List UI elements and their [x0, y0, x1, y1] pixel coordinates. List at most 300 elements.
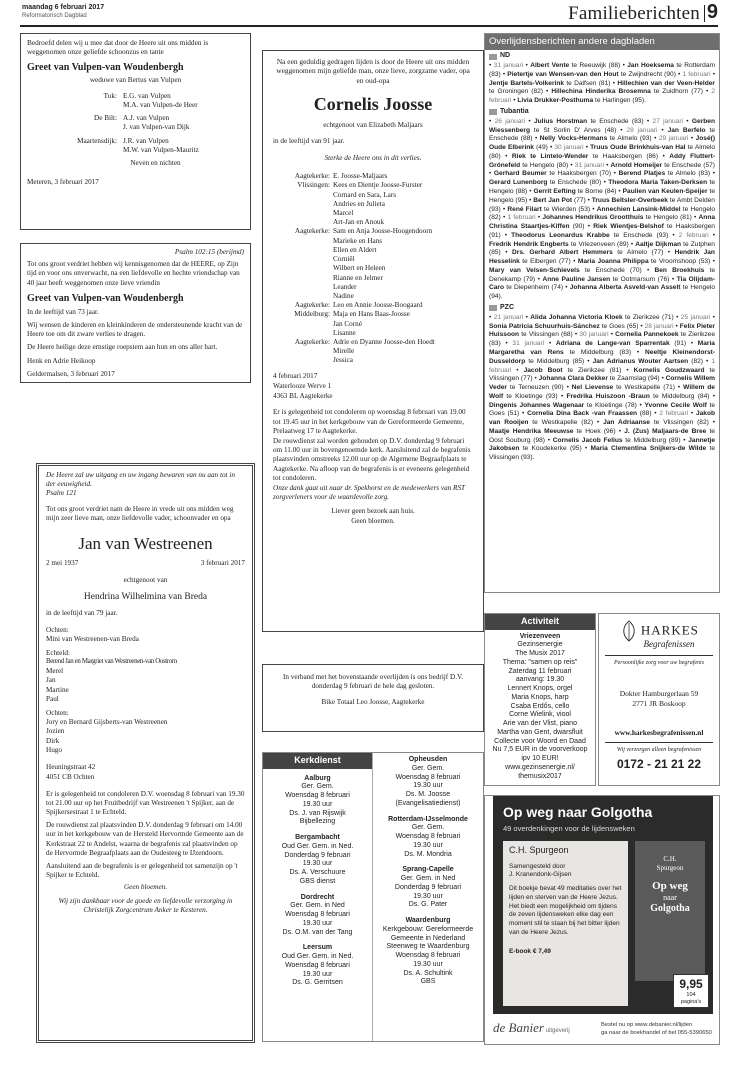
- ad3-born: 2 mei 1937: [46, 558, 79, 567]
- book-price-tag: [673, 974, 709, 1008]
- ad3-verse-ref: Psalm 121: [46, 489, 77, 498]
- kerkdienst-line: Woensdag 8 februari: [285, 792, 350, 800]
- header-paper: Reformatorisch Dagblad: [22, 13, 87, 19]
- overview-entry-rest: te Terneuzen (90): [509, 384, 564, 392]
- kerkdienst-line: Ds. G. Pater: [408, 901, 448, 909]
- ad3-spouse-label: echtgenoot van: [123, 576, 168, 585]
- book-title: Op weg naar Golgotha: [503, 804, 653, 820]
- overview-entry-name: Riek te Lintelo-Wender: [511, 152, 589, 160]
- ad4-family-line: Leo en Annie Joosse-Boogaard: [333, 301, 423, 310]
- kerkdienst-place: Waardenburg: [405, 917, 451, 924]
- ad1-family-name: M.W. van Vulpen-Mauritz: [123, 145, 199, 154]
- overview-entry-name: Livia Drukker-Posthuma: [517, 97, 594, 105]
- overview-entry-name: Tia Olijdam-Caro: [489, 275, 715, 292]
- activiteit-line: themusix2017: [518, 772, 562, 780]
- ad4-family-place: Aagtekerke:: [294, 338, 330, 347]
- overview-entry-rest: te Westkapelle (82): [532, 419, 594, 427]
- kerkdienst-line: 19.30 uur: [302, 919, 333, 927]
- kerkdienst-line: Woensdag 8 februari: [395, 773, 461, 781]
- ad1-footer: Meteren, 3 februari 2017: [27, 178, 99, 187]
- overview-entry-rest: te Enschede (88): [489, 126, 716, 143]
- overview-entry-name: Mary van Velsen-Schievels: [489, 266, 580, 274]
- ad3-family-line: Jan: [46, 676, 56, 685]
- kerkdienst-line: Ds. O.M. van der Tang: [282, 928, 353, 936]
- kerkdienst-line: 19.30 uur: [302, 800, 333, 808]
- overview-entry-rest: te Hengelo (81): [645, 214, 692, 222]
- overview-entry-rest: te Almelo (80): [489, 144, 715, 160]
- publisher-name: de Banier: [493, 1020, 544, 1035]
- overview-entry-name: Willem de Wolf: [489, 384, 715, 400]
- overview-entry-rest: te Almelo (93): [609, 135, 652, 143]
- overview-entry-rest: te Enschede (83): [590, 117, 644, 125]
- overview-entry-name: Cornelia Dina Back -van Fraassen: [527, 410, 638, 418]
- kerkdienst-line: 19.30 uur: [413, 892, 443, 900]
- ad3-family-line: Merel: [46, 667, 64, 676]
- page-number: 9: [706, 1, 718, 23]
- ad4-family-group: [273, 338, 473, 366]
- overview-entry-rest: te Diepenheim (74): [506, 284, 564, 292]
- ad4-family-names: [333, 338, 435, 366]
- overview-entry-name: Cornelia Pannekoek: [615, 331, 679, 339]
- kerkdienst-line: Woensdag 8 februari: [285, 911, 350, 919]
- ad4-family-line: Wilbert en Heleen: [333, 264, 386, 273]
- ad3-family-line: Dirk: [46, 736, 60, 745]
- overview-entry-date: 29 januari: [658, 135, 689, 143]
- overview-body: [485, 52, 719, 463]
- overview-entry-rest: te Enschede (93): [613, 231, 669, 239]
- overview-section-name: ND: [500, 52, 511, 60]
- overview-entry-rest: te Middelburg (84): [653, 392, 710, 400]
- overview-entry-name: Drs. Gerhard Albert Hemmers: [512, 249, 613, 257]
- overview-entry-name: Gerard Lunenborg: [489, 179, 548, 187]
- ad4-date: 4 februari 2017: [273, 371, 318, 380]
- header-date: maandag 6 februari 2017: [22, 4, 105, 11]
- overview-entry-rest: te Almelo (77): [617, 249, 664, 257]
- ad4-family-line: Maja en Hans Baas-Joosse: [333, 310, 410, 319]
- activiteit-line: Nu 7,5 EUR in de voorverkoop: [492, 746, 588, 754]
- book-pages2: pagina's: [680, 999, 702, 1006]
- activiteit-place: Vriezenveen: [519, 632, 561, 640]
- activiteit-line: www.gezinsenergie.nl/: [505, 763, 575, 771]
- ad4-family-line: Jessica: [333, 356, 353, 365]
- kerkdienst-left: [263, 769, 372, 989]
- publisher-sub: uitgeverij: [545, 1028, 570, 1034]
- overview-entry-rest: te Middelburg (83): [569, 348, 632, 356]
- activiteit-line: Arie van der Vlist, piano: [503, 720, 577, 728]
- overview-section-name: Tubantia: [500, 107, 529, 115]
- ad3-service: De rouwdienst zal plaatsvinden D.V. donderdag 9 februari om 14.00 uur in het kerkgebouw van de Hersteld Hervormde Gemeente aan de Kerkstraat 22 te Andelst, waarna de begrafenis zal plaatsvinden op de Hervormde Begraafplaats aan de Oudesteeg te IJzendoorn.: [46, 821, 244, 857]
- overview-section-text: • 31 januari • Albert Vente te Reeuwijk (88) • Jan Hoeksema te Rotterdam (83) • Pietertje van Wensen-van den Hout te Zwijndrecht (90) • 1 februari • Jentje Bartels-Volkerink te Dalfsen (81) • Hillechien van der Veen-Helder te Groningen (82) • Hillechina Hinderika Brosemna te Zuidhorn (77) • 2 februari • Livia Drukker-Posthuma te Harlingen (95).: [489, 62, 716, 105]
- activiteit-line: aanvang: 19.30: [515, 676, 565, 684]
- overview-entry-name: Jakob van Rooijen: [489, 410, 716, 427]
- ad1-family-name: J. van Vulpen-van Dijk: [123, 123, 190, 132]
- overview-entry-rest: te Almelo (83): [667, 170, 711, 178]
- ad1-intro: Bedroefd delen wij u mee dat door de Heere uit ons midden is weggenomen onze geliefde schoonzus en tante: [27, 38, 209, 57]
- overview-entry-rest: te Dalfsen (81): [566, 79, 611, 87]
- ad4-family-group: [273, 310, 473, 338]
- ad2-intro: Tot ons groot verdriet hebben wij kennisgenomen dat de HEERE, op Zijn tijd en voor ons onverwacht, na een liefdevolle en hechte vriendschap van 40 jaar heeft weggenomen onze lieve vriendin: [27, 260, 240, 287]
- ad1-family-names: [123, 137, 199, 155]
- overview-entry-name: Truus Beltsler-Overbeek: [591, 196, 668, 204]
- overview-entry-rest: te Borne (84): [577, 188, 617, 196]
- ad4-family-line: Mirelle: [333, 347, 355, 356]
- overview-entry-name: Jan Berfelo: [667, 126, 706, 134]
- section-title: Familieberichten: [568, 3, 700, 24]
- overview-entry-rest: te Westkapelle (71): [616, 384, 675, 392]
- ad4-address2: 4363 BL Aagtekerke: [273, 392, 333, 401]
- overview-entry-name: Yvonne Cecile Wolf: [644, 401, 707, 409]
- ad4-family-group: [273, 227, 473, 301]
- kerkdienst-place: Dordrecht: [300, 893, 335, 901]
- activiteit-line: Martha van Gent, dwarsfluit: [497, 728, 583, 736]
- overview-entry-rest: (90): [572, 223, 585, 231]
- overview-section-text: • 26 januari • Julius Horstman te Enschede (83) • 27 januari • Gerben Wiessenberg te St Sorlin D' Arves (48) • 28 januari • Jan Berfelo te Enschede (88) • Nelly Vocks-Hermans te Almelo (93) • 29 januari • José() Oude Elberink (49) • 30 januari • Truus Oude Brinkhuis-van Hal te Almelo (80) • Riek te Lintelo-Wender te Haaksbergen (86) • Addy Fluttert-Grönefeld te Hengelo (80) • 31 januari • Arnold Homeijer te Enschede (57) • Gerhard Beumer te Haaksbergen (70) • Berend Platjes te Almelo (83) • Gerard Lunenborg te Enschede (80) • Theodora Maria Taken-Derksen te Hengelo (88) • Gerrit Eefting te Borne (84) • Paulien van Keulen-Speijer te Hengelo (95) • Bert Jan Pot (77) • Truus Beltsler-Overbeek te Ambt Delden (93) • René Filart te Wierden (53) • Annechien Lansink-Middel te Hengelo (82) • 1 februari • Johannes Hendrikus Grootthuis te Hengelo (81) • Anna Christina Staartjes-Kiffen (90) • Riek Wientjes-Belshof te Haaksbergen (91) • Theodorus Leonardus Krabbe te Enschede (93) • 2 februari • Fredrik Hendrik Engberts te Vriezenveen (89) • Aaltje Dijkman te Zutphen (85) • Drs. Gerhard Albert Hemmers te Almelo (77) • Hendrik Jan Hesselink te Eibergen (77) • Maria Joanna Philippa te Vroomshoop (53) • Mary van Velsen-Schievels te Enschede (70) • Ben Broekhuis te Denekamp (79) • Anne Pauline Jansen te Ootmarsum (76) • Tia Olijdam-Caro te Diepenheim (74) • Johanna Alberta Asveld-van Asselt te Hengelo (94).: [489, 117, 716, 301]
- ad-heikoop: [20, 243, 251, 383]
- ad3-age: in de leeftijd van 79 jaar.: [46, 609, 118, 618]
- overview-entry-rest: te Eibergen (77): [522, 258, 571, 266]
- ad4-intro: Na een geduldig gedragen lijden is door de Heere uit ons midden weggenomen mijn geliefde man, onze lieve, zorgzame vader, opa en oud-opa: [276, 57, 470, 85]
- overview-entry-rest: te Zwijndrecht (90): [620, 70, 676, 78]
- overview-section-label: [489, 108, 715, 117]
- ad4-family-place: Middelburg:: [294, 310, 330, 319]
- overview-entry-date: 2 februari: [489, 88, 715, 105]
- ad4-family-names: [333, 301, 423, 310]
- ad3-family-line: Berend Jan en Margriet van Westreenen-van Oostrom: [46, 658, 177, 666]
- kerkdienst-item: [373, 917, 483, 987]
- kerkdienst-line: (Evangelisatiedienst): [395, 799, 461, 807]
- overview-entry-rest: te Hengelo (80): [522, 161, 569, 169]
- kerkdienst-line: Steenweg te Waardenburg: [386, 943, 470, 951]
- overview-entry-rest: te Hengelo (82): [489, 205, 716, 222]
- harkes-web[interactable]: www.harkesbegrafenissen.nl: [614, 728, 704, 738]
- overview-entry-name: Albert Vente: [530, 62, 570, 70]
- overview-entry-date: 31 januari: [574, 161, 605, 169]
- ad4-family-line: Kees en Dientje Joosse-Furster: [333, 181, 423, 190]
- overview-entry-name: Maria Clementina Snijkers-de Wilde: [590, 445, 707, 453]
- overview-entry-rest: te Hengelo (88): [489, 179, 715, 196]
- kerkdienst-line: Oud Ger. Gem. in Ned.: [281, 953, 354, 961]
- ad3-family-line: Jozien: [46, 727, 65, 736]
- ad1-family-names: [123, 114, 190, 132]
- ad1-family-name: E.G. van Vulpen: [123, 91, 171, 100]
- ad-joosse: [262, 50, 484, 632]
- overview-title: Overlijdensberichten andere dagbladen: [485, 34, 719, 50]
- kerkdienst-item: [263, 944, 372, 988]
- ad4-family-place: Aagtekerke:: [294, 227, 330, 236]
- activiteit-box: [484, 613, 596, 786]
- ad4-condolence: Er is gelegenheid tot condoleren op woensdag 8 februari van 19.00 tot 19.45 uur in het kerkgebouw van de Gereformeerde Gemeente, Prelaatweg 17 te Aagtekerke.: [273, 408, 466, 435]
- ad4-family-line: Lisanne: [333, 328, 356, 337]
- ad3-family-place: Ochten:: [46, 625, 69, 634]
- ad4-family-line: Sam en Anja Joosse-Hoogendoorn: [333, 227, 433, 236]
- book-order1[interactable]: Bestel nu op www.debanier.nl/lijden: [601, 1022, 693, 1028]
- ad1-family-name: A.J. van Vulpen: [123, 114, 170, 123]
- kerkdienst-place: Bergambacht: [295, 834, 340, 842]
- overview-entry-rest: te Enschede (70): [584, 266, 642, 274]
- overview-entry-name: Paulien van Keulen-Speijer: [622, 188, 708, 196]
- activiteit-line: Lennert Knops, orgel: [507, 685, 573, 693]
- overview-entry-rest: te Vlissingen (93).: [489, 445, 715, 462]
- kerkdienst-line: 19.30 uur: [302, 970, 333, 978]
- overview-entry-name: Truus Oude Brinkhuis-van Hal: [590, 144, 686, 152]
- overview-entry-rest: te Zierikzee (81): [567, 366, 622, 374]
- book-cover-author1: C.H.: [663, 855, 677, 863]
- ad4-family-names: [333, 227, 432, 301]
- kerkdienst-line: Donderdag 9 februari: [284, 851, 351, 859]
- ad5-signed: Bike Totaal Leo Joosse, Aagtekerke: [321, 698, 425, 707]
- overview-entry-name: Julius Horstman: [533, 117, 588, 125]
- overview-entry-rest: te Enschede (57): [664, 161, 715, 169]
- overview-entry-rest: te Denekamp (79): [489, 266, 716, 283]
- overview-entry-name: Annechien Lansink-Middel: [596, 205, 681, 213]
- ad4-family-line: Art-Jan en Anouk: [333, 218, 385, 227]
- overview-entry-rest: te Zuidhorn (77): [653, 88, 704, 96]
- header-divider: [704, 5, 705, 22]
- ad4-address1: Waterlooze Werve 1: [273, 381, 332, 390]
- ad4-family-line: E. Joosse-Maljaars: [333, 172, 388, 181]
- overview-entry-date: 30 januari: [579, 331, 609, 339]
- overview-entry-rest: te Kloetinge (78): [586, 401, 637, 409]
- activiteit-line: ipv 10 EUR!: [521, 755, 559, 763]
- ad1-name: Greet van Vulpen-van Woudenbergh: [27, 61, 184, 73]
- kerkdienst-line: Gemeente in Nederland: [390, 934, 466, 942]
- kerkdienst-line: Ger. Gem.: [411, 764, 445, 772]
- overview-entry-name: Felix Pieter Huissoon: [489, 322, 715, 339]
- overview-section-text: • 21 januari • Alida Johanna Victoria Kloek te Zierikzee (71) • 25 januari • Sonia Patricia Schuurhuis-Sánchez te Goes (65) • 28 januari • Felix Pieter Huissoon te Vlissingen (68) • 30 januari • Cornelia Pannekoek te Zierikzee (83) • 31 januari • Adriana de Lange-van Sparrentak (91) • Maria Margaretha van Rens te Middelburg (83) • Neeltje Kleinendorst-Dusseldorp te Middelburg (85) • Jan Adrianus Wouter Aartsen (82) • 1 februari • Jacob Boot te Zierikzee (81) • Kornelis Goudzwaard te Vlissingen (77) • Johanna Clara Dekker te Zaamslag (94) • Cornelis Willem Veder te Terneuzen (90) • Nel Lievense te Westkapelle (71) • Willem de Wolf te Kloetinge (93) • Fredrika Huiszoon -Braun te Middelburg (84) • Dingenis Johannes Wagenaar te Kloetinge (78) • Yvonne Cecile Wolf te Goes (51) • Cornelia Dina Back -van Fraassen (88) • 2 februari • Jakob van Rooijen te Westkapelle (82) • Jan Adriaanse te Vlissingen (82) • Maatje Hendrika Meeuwse te Hoek (96) • J. (Zus) Maljaars-de Bree te Oost Souburg (98) • Cornelis Jacob Felius te Middelburg (89) • Jannetje Jakobsen te Koudekerke (95) • Maria Clementina Snijkers-de Wilde te Vlissingen (93).: [489, 313, 716, 462]
- ad4-visit: Liever geen bezoek aan huis.: [331, 506, 415, 515]
- kerkdienst-line: Ger. Gem.: [301, 783, 334, 791]
- overview-entry-date: 27 januari: [652, 117, 683, 125]
- activiteit-title: Activiteit: [485, 614, 595, 630]
- overview-entry-rest: te Vroomshoop (53): [651, 258, 711, 266]
- overview-entry-rest: te Groningen (82): [489, 88, 544, 96]
- overview-entry-rest: te Hengelo (94).: [489, 284, 715, 301]
- ad4-family-names: [333, 172, 387, 181]
- ad1-family-group: [27, 137, 244, 155]
- kerkdienst-line: Ds. J. van Rijswijk: [289, 809, 346, 817]
- overview-entry-rest: te Harlingen (95).: [595, 97, 646, 105]
- ad2-age: In de leeftijd van 73 jaar.: [27, 307, 99, 316]
- overview-entry-date: 31 januari: [493, 62, 524, 70]
- kerkdienst-place: Aalburg: [304, 774, 331, 782]
- ad3-spouse: Hendrina Wilhelmina van Breda: [83, 592, 208, 603]
- kerkdienst-line: Kerkgebouw: Gereformeerde: [382, 925, 474, 933]
- kerkdienst-line: Ds. A. Verschuure: [289, 869, 346, 877]
- ad3-family-line: Martine: [46, 685, 69, 694]
- ad4-family-line: Marieke en Hans: [333, 236, 383, 245]
- ad4-family-names: [333, 310, 410, 338]
- overview-entry-name: Nelly Vocks-Hermans: [539, 135, 608, 143]
- kerkdienst-line: GBS dienst: [299, 877, 336, 885]
- overview-entry-date: 25 januari: [680, 313, 711, 321]
- book-cover: [635, 841, 705, 981]
- overview-entry-rest: te Vriezenveen (89): [570, 240, 629, 248]
- overview-entry-name: Fredrik Hendrik Engberts: [489, 240, 569, 248]
- ad3-family-line: Hugo: [46, 745, 62, 754]
- overview-entry-rest: (77): [573, 196, 586, 204]
- ad3-coffee: Aansluitend aan de begrafenis is er gelegenheid tot samenzijn op 't Spijker te Echteld.: [46, 862, 238, 880]
- overview-entry-date: 1 februari: [507, 214, 536, 222]
- ad4-family-group: [273, 181, 473, 227]
- overview-entry-name: Maatje Hendrika Meeuwse: [489, 427, 574, 435]
- kerkdienst-line: Oud Ger. Gem. in Ned.: [281, 842, 354, 850]
- overview-entry-rest: te Kloetinge (93): [506, 392, 558, 400]
- kerkdienst-place: Sprang-Capelle: [402, 866, 454, 874]
- ad3-address2: 4051 CB Ochten: [46, 773, 95, 782]
- overview-entry-name: Gerhard Beumer: [493, 170, 547, 178]
- ad4-family: [273, 172, 473, 366]
- ad1-family: [27, 92, 244, 155]
- kerkdienst-item: [373, 816, 483, 860]
- harkes-care: Wij verzorgen alleen begrafenissen: [616, 746, 702, 753]
- ad4-family-line: Ellen en Aldert: [333, 245, 377, 254]
- overview-entry-name: Alida Johanna Victoria Kloek: [530, 313, 623, 321]
- overview-entry-name: Theodora Maria Taken-Derksen: [608, 179, 708, 187]
- harkes-address1: Dokter Hamburgerlaan 59: [619, 689, 699, 699]
- ad4-family-line: Corniël: [333, 255, 355, 264]
- overview-entry-rest: te Vlissingen (68): [521, 331, 573, 339]
- kerkdienst-line: Bijbellezing: [299, 818, 336, 826]
- overview-entry-name: Bert Jan Pot: [533, 196, 573, 204]
- overview-entry-rest: te Koudekerke (95): [522, 445, 582, 453]
- ad4-service: De rouwdienst zal worden gehouden op D.V. donderdag 9 februari om 11.00 uur in bovengenoemde kerk. Aansluitend zal de begrafenis plaatsvinden omstreeks 12.00 uur op de Algemene Begraafplaats te Aagtekerke. Na afloop van de begrafenis is er eveneens gelegenheid tot condoleren.: [273, 437, 471, 482]
- ad1-widow: weduwe van Bertus van Vulpen: [89, 76, 182, 85]
- ad1-family-name: M.A. van Vulpen-de Heer: [123, 100, 198, 109]
- ad4-family-place: Aagtekerke:: [294, 172, 330, 181]
- overview-entry-name: Jan Hoeksema: [627, 62, 674, 70]
- kerkdienst-line: Ds. M. Joosse: [405, 791, 451, 798]
- ad4-flowers: Geen bloemen.: [351, 516, 395, 525]
- ad2-psalm: Psalm 102:15 (berijmd): [174, 248, 244, 256]
- ad2-prayer: De Heere heilige deze ernstige roepstem aan hun en ons aller hart.: [27, 343, 218, 352]
- activiteit-line: Thema: "samen op reis": [502, 658, 578, 666]
- overview-entry-name: Riek Wientjes-Belshof: [593, 223, 664, 231]
- overview-entry-date: 30 januari: [554, 144, 584, 152]
- ad3-condolence: Er is gelegenheid tot condoleren D.V. woensdag 8 februari van 19.30 tot 21.00 uur op het Fruitbedrijf van Westreenen 't Spijker, aan de Spijkersestraat 1 te Echteld.: [46, 789, 245, 816]
- section-marker: [489, 305, 497, 311]
- overview-entry-name: Adriana de Lange-van Sparrentak: [555, 340, 670, 348]
- kerkdienst-item: [263, 775, 372, 828]
- overview-entry-rest: te St Sorlin D' Arves (48): [533, 126, 617, 134]
- overview-entry-name: J. (Zus) Maljaars-de Bree: [624, 427, 707, 435]
- ad2-footer: Geldermalsen, 3 februari 2017: [27, 369, 115, 378]
- overview-entry-rest: (49): [536, 144, 548, 152]
- ad4-family-line: Marcel: [333, 208, 354, 217]
- activiteit-line: Corne Wielink, viool: [509, 711, 571, 719]
- overview-section-name: PZC: [500, 303, 514, 311]
- overview-entry-name: René Filart: [507, 205, 542, 213]
- book-author: C.H. Spurgeon: [509, 845, 569, 855]
- ad1-family-group: [27, 92, 244, 110]
- ad3-family-place: Ochten:: [46, 709, 69, 718]
- overview-entry-name: Anne Pauline Jansen: [542, 275, 611, 283]
- overview-entry-rest: te Zierikzee (71): [625, 313, 674, 321]
- ad1-family-names: [123, 92, 198, 110]
- ad4-name: Cornelis Joosse: [313, 94, 433, 115]
- harkes-tagline: Persoonlijke zorg voor uw begrafenis: [613, 659, 705, 666]
- overview-entry-name: Jan Adriaanse: [603, 419, 650, 427]
- ad4-family-line: Nadine: [333, 291, 354, 300]
- book-order2: ga naar de boekhandel of bel 055-5390650: [601, 1029, 712, 1036]
- overview-entry-name: Johanna Alberta Asveld-van Asselt: [569, 284, 681, 292]
- ad4-family-line: Andries en Julieta: [333, 199, 385, 208]
- kerkdienst-place: Leersum: [302, 944, 333, 952]
- ad4-spouse: echtgenoot van Elizabeth Maljaars: [323, 121, 423, 130]
- publisher-logo: [493, 1020, 570, 1037]
- overview-entry-name: Arnold Homeijer: [610, 161, 663, 169]
- ad3-thanks: Wij zijn dankbaar voor de goede en liefdevolle verzorging in Christelijk Zorgcentrum Anker te Kesteren.: [58, 896, 233, 914]
- book-price: 9,95: [679, 977, 703, 991]
- section-marker: [489, 54, 497, 60]
- overview-entry-rest: te Haaksbergen (70): [549, 170, 612, 178]
- overview-entry-name: Hillechien van der Veen-Helder: [617, 79, 715, 87]
- ad1-family-name: J.R. van Vulpen: [123, 136, 169, 145]
- ad4-family-group: [273, 301, 473, 310]
- kerkdienst-line: 19.30 uur: [302, 860, 333, 868]
- ad-van-westreenen: [36, 463, 255, 1043]
- kerkdienst-line: Ger. Gem. in Ned: [400, 875, 456, 882]
- kerkdienst-item: [263, 894, 372, 938]
- overview-entry-date: 21 januari: [493, 313, 524, 321]
- harkes-address: [599, 689, 719, 708]
- ad4-family-place: Aagtekerke:: [294, 301, 330, 310]
- ad4-family-line: Jan Corné: [333, 319, 362, 328]
- kerkdienst-line: 19.30 uur: [413, 782, 443, 790]
- ad3-address1: Heuningstraat 42: [46, 763, 96, 772]
- overview-entry-date: 31 januari: [512, 340, 545, 348]
- overview-entry-name: Sonia Patricia Schuurhuis-Sánchez: [489, 322, 600, 330]
- ad4-thanks: Onze dank gaat uit naar dr. Spekhorst en de medewerkers van RST zorgverleners voor de waardevolle zorg.: [273, 484, 465, 502]
- book-blurb: Dit boekje bevat 49 meditaties over het lijden en sterven van de Heere Jezus. Het biedt een mogelijkheid om tijdens de zeven lijdensweken elke dag een moment stil te staan bij het bitter lijden van de Heere Jezus.: [509, 885, 622, 936]
- kerkdienst-line: Woensdag 8 februari: [285, 961, 350, 969]
- section-marker: [489, 109, 497, 115]
- overview-entry-rest: te Goes (51): [489, 401, 716, 418]
- overview-entry-name: Jentje Bartels-Volkerink: [489, 79, 565, 87]
- overview-entry-name: Jacob Boot: [523, 366, 563, 374]
- harkes-sub: Begrafenissen: [643, 639, 695, 649]
- ad3-name: Jan van Westreenen: [78, 534, 213, 554]
- kerkdienst-line: Ger. Gem.: [411, 824, 445, 832]
- ad4-family-group: [273, 172, 473, 181]
- harkes-ad: [598, 613, 720, 786]
- overview-entry-rest: te Zaamslag (94): [609, 375, 660, 383]
- overview-entry-name: Anna Christina Staartjes-Kiffen: [489, 214, 716, 231]
- overview-entry-rest: te Enschede (80): [549, 179, 602, 187]
- ad2-wish: Wij wensen de kinderen en kleinkinderen de ondersteunende kracht van de Heere toe om dit zware verlies te dragen.: [27, 320, 243, 339]
- ad3-verse: De Heere zal uw uitgang en uw ingang bewaren van nu aan tot in der eeuwigheid.: [46, 471, 235, 489]
- kerkdienst-line: 19.30 uur: [413, 841, 443, 849]
- ad3-dates: [46, 559, 245, 568]
- overview-entry-name: Hillechina Hinderika Brosemna: [551, 88, 651, 96]
- ad3-family-place: Echteld:: [46, 649, 70, 658]
- overview-entry-rest: (91): [674, 340, 687, 348]
- overview-entry-date: 2 februari: [678, 231, 709, 239]
- kerkdienst-item: [263, 834, 372, 887]
- overview-entry-rest: (88): [639, 410, 652, 418]
- overview-entry-date: 28 januari: [626, 126, 658, 134]
- activiteit-line: Zaterdag 11 februari: [508, 667, 572, 675]
- ad3-intro: Tot ons groot verdriet nam de Heere in vrede uit ons midden weg mijn zeer lieve man, onze liefdevolle vader, schoonvader en opa: [46, 504, 234, 522]
- kerkdienst-line: Woensdag 8 februari: [395, 952, 461, 959]
- overview-entry-name: Ben Broekhuis: [654, 266, 705, 274]
- ad-bike-totaal: [262, 664, 484, 732]
- ad2-signed: Henk en Adrie Heikoop: [27, 356, 96, 365]
- overview-entry-rest: te Haaksbergen (91): [489, 223, 715, 239]
- overview-section-label: [489, 52, 715, 61]
- overview-other-papers: [484, 33, 720, 593]
- book-cover-title2: naar: [663, 892, 677, 902]
- kerkdienst-line: Ds. G. Gerritsen: [292, 979, 343, 987]
